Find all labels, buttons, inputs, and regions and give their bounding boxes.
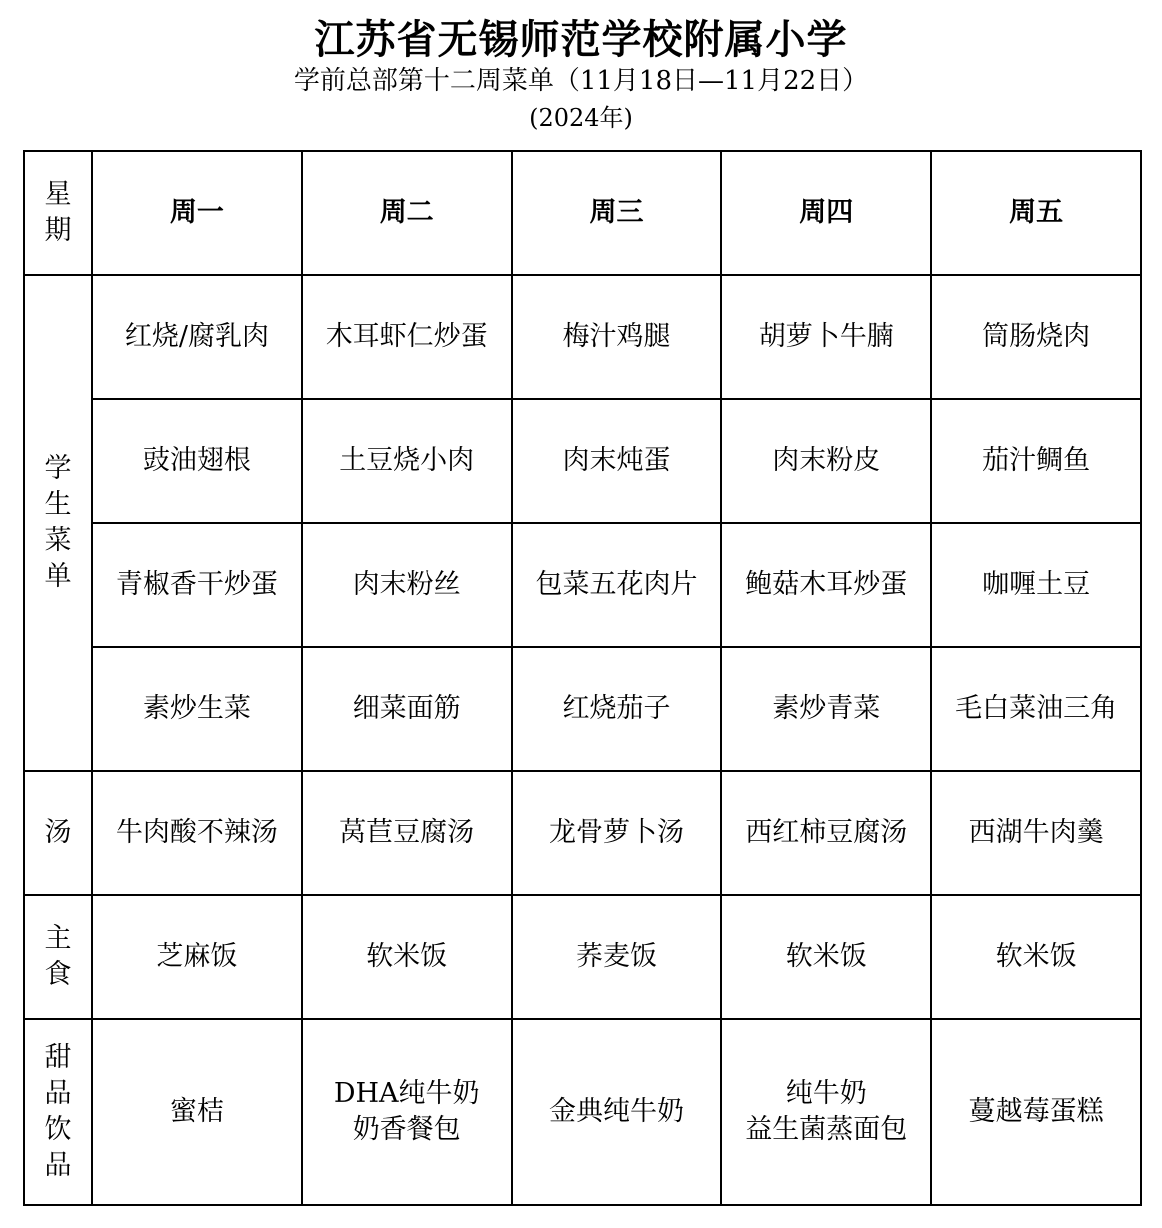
staple-row xyxy=(24,895,1141,1019)
staple-cell: 软米饭 xyxy=(302,895,512,1019)
menu-year: (2024年) xyxy=(529,104,633,132)
staple-cell: 荞麦饭 xyxy=(512,895,722,1019)
dish-cell: 木耳虾仁炒蛋 xyxy=(302,275,512,399)
dish-cell: 豉油翅根 xyxy=(92,399,302,523)
dessert-cell xyxy=(512,1019,722,1205)
day-name: 周三 xyxy=(589,197,644,228)
student-menu-row-1 xyxy=(24,275,1141,399)
dessert-item: 金典纯牛奶 xyxy=(548,1096,684,1127)
staple-cell: 软米饭 xyxy=(931,895,1141,1019)
dessert-item: 蜜桔 xyxy=(169,1096,224,1127)
day-name: 周一 xyxy=(169,197,224,228)
student-menu-row-4 xyxy=(24,647,1141,771)
weekday-header-row xyxy=(24,151,1141,275)
dessert-item: 益生菌蒸面包 xyxy=(745,1114,908,1145)
dish-cell: 筒肠烧肉 xyxy=(931,275,1141,399)
weekday-label-cell xyxy=(24,151,92,275)
dish-cell: 肉末炖蛋 xyxy=(512,399,722,523)
student-menu-row-3 xyxy=(24,523,1141,647)
school-title: 江苏省无锡师范学校附属小学 xyxy=(314,16,848,63)
soup-row xyxy=(24,771,1141,895)
dish-cell: 红烧茄子 xyxy=(512,647,722,771)
student-menu-label: 学生菜单 xyxy=(44,453,72,592)
dish-cell: 胡萝卜牛腩 xyxy=(721,275,931,399)
menu-subtitle: 学前总部第十二周菜单（11月18日—11月22日） xyxy=(293,66,869,96)
staple-label-cell xyxy=(24,895,92,1019)
dish-cell: 鲍菇木耳炒蛋 xyxy=(721,523,931,647)
dish-cell: 土豆烧小肉 xyxy=(302,399,512,523)
dessert-item: 奶香餐包 xyxy=(352,1114,461,1145)
dish-cell: 咖喱土豆 xyxy=(931,523,1141,647)
weekday-label: 星期 xyxy=(44,179,72,246)
dish-cell: 茄汁鲷鱼 xyxy=(931,399,1141,523)
staple-label: 主食 xyxy=(44,923,72,990)
dessert-label-cell xyxy=(24,1019,92,1205)
dish-cell: 细菜面筋 xyxy=(302,647,512,771)
soup-label-cell xyxy=(24,771,92,895)
dessert-item: 蔓越莓蛋糕 xyxy=(968,1096,1104,1127)
dessert-cell xyxy=(92,1019,302,1205)
day-header-tue xyxy=(302,151,512,275)
dish-cell: 素炒生菜 xyxy=(92,647,302,771)
soup-cell: 西红柿豆腐汤 xyxy=(721,771,931,895)
dish-cell: 肉末粉丝 xyxy=(302,523,512,647)
dessert-cell xyxy=(721,1019,931,1205)
soup-cell: 莴苣豆腐汤 xyxy=(302,771,512,895)
day-header-wed xyxy=(512,151,722,275)
dessert-label: 甜品饮品 xyxy=(44,1042,72,1181)
student-menu-label-cell xyxy=(24,275,92,771)
dessert-row xyxy=(24,1019,1141,1205)
dish-cell: 肉末粉皮 xyxy=(721,399,931,523)
staple-cell: 芝麻饭 xyxy=(92,895,302,1019)
day-name: 周二 xyxy=(379,197,434,228)
soup-cell: 牛肉酸不辣汤 xyxy=(92,771,302,895)
soup-label: 汤 xyxy=(44,817,72,848)
dessert-item: 纯牛奶 xyxy=(785,1078,867,1109)
day-header-mon xyxy=(92,151,302,275)
day-name: 周五 xyxy=(1009,197,1064,228)
dish-cell: 红烧/腐乳肉 xyxy=(92,275,302,399)
weekly-menu-table xyxy=(23,150,1142,1206)
dish-cell: 梅汁鸡腿 xyxy=(512,275,722,399)
day-header-fri xyxy=(931,151,1141,275)
dish-cell: 毛白菜油三角 xyxy=(931,647,1141,771)
soup-cell: 西湖牛肉羹 xyxy=(931,771,1141,895)
staple-cell: 软米饭 xyxy=(721,895,931,1019)
dessert-cell xyxy=(931,1019,1141,1205)
day-header-thu xyxy=(721,151,931,275)
dessert-cell xyxy=(302,1019,512,1205)
dish-cell: 青椒香干炒蛋 xyxy=(92,523,302,647)
dish-cell: 包菜五花肉片 xyxy=(512,523,722,647)
day-name: 周四 xyxy=(799,197,854,228)
soup-cell: 龙骨萝卜汤 xyxy=(512,771,722,895)
dish-cell: 素炒青菜 xyxy=(721,647,931,771)
dessert-item: DHA纯牛奶 xyxy=(333,1078,480,1109)
student-menu-row-2 xyxy=(24,399,1141,523)
